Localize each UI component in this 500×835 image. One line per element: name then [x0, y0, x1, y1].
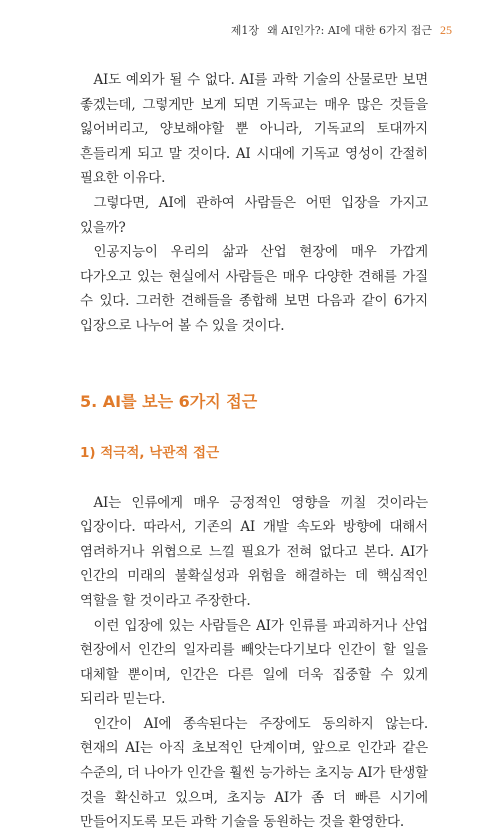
- chapter-title: 왜 AI인가?: AI에 대한 6가지 접근: [267, 24, 432, 37]
- body-paragraph-1: AI는 인류에게 매우 긍정적인 영향을 끼칠 것이라는 입장이다. 따라서, 기존의 AI 개발 속도와 방향에 대해서 염려하거나 위협으로 느낄 필요가 전혀 없다고 본다. AI가 인간의 미래의 불확실성과 위험을 해결하는 데 핵심적인 역할을 할 것이라고 주장한다.: [80, 494, 428, 609]
- page-number: 25: [440, 23, 452, 37]
- intro-paragraph-3: 인공지능이 우리의 삶과 산업 현장에 매우 가깝게 다가오고 있는 현실에서 사람들은 매우 다양한 견해를 가질 수 있다. 그러한 견해들을 종합해 보면 다음과 같이 6가지 입장으로 나누어 볼 수 있을 것이다.: [80, 244, 428, 334]
- intro-paragraph-1: AI도 예외가 될 수 없다. AI를 과학 기술의 산물로만 보면 좋겠는데, 그렇게만 보게 되면 기독교는 매우 많은 것들을 잃어버리고, 양보해야할 뿐 아니라, 기독교의 토대까지 흔들리게 되고 말 것이다. AI 시대에 기독교 영성이 간절히 필요한 이유다.: [80, 72, 428, 187]
- running-header: [231, 22, 452, 38]
- body-paragraph-3: 인간이 AI에 종속된다는 주장에도 동의하지 않는다. 현재의 AI는 아직 초보적인 단계이며, 앞으로 인간과 같은 수준의, 더 나아가 인간을 훨씬 능가하는 초지능 AI가 탄생할 것을 확신하고 있으며, 초지능 AI가 좀 더 빠른 시기에 만들어지도록 모든 과학 기술을 동원하는 것을 환영한다.: [80, 715, 428, 831]
- subsection-body: [80, 491, 428, 835]
- page-body: [80, 68, 428, 835]
- chapter-label: 제1장: [230, 24, 260, 37]
- subsection-heading: 1) 적극적, 낙관적 접근: [80, 444, 220, 461]
- body-paragraph-2: 이런 입장에 있는 사람들은 AI가 인류를 파괴하거나 산업 현장에서 인간의 일자리를 빼앗는다기보다 인간이 할 일을 대체할 뿐이며, 인간은 다른 일에 더욱 집중할 수 있게 되리라 믿는다.: [80, 617, 428, 708]
- intro-paragraph-2: 그렇다면, AI에 관하여 사람들은 어떤 입장을 가지고 있을까?: [80, 194, 428, 236]
- section-heading: 5. AI를 보는 6가지 접근: [80, 391, 258, 411]
